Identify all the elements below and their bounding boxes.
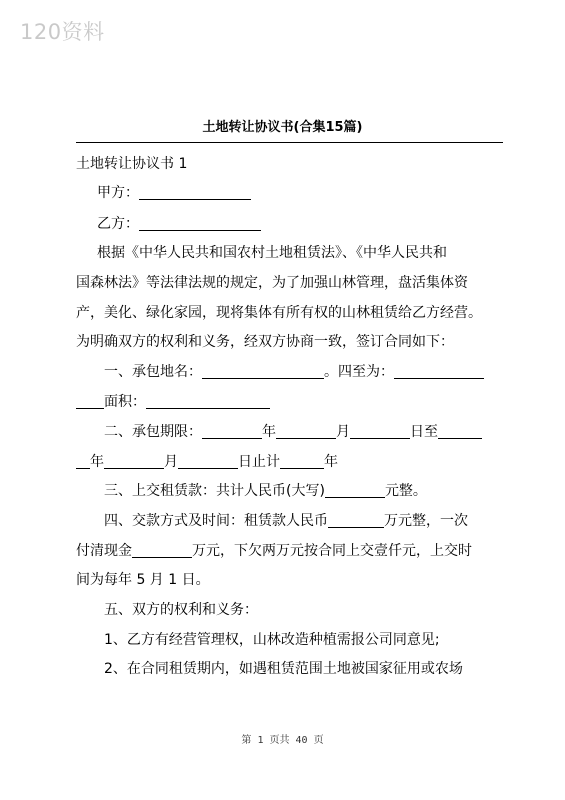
document-title: 土地转让协议书(合集15篇)	[202, 120, 363, 135]
start-year-blank	[202, 424, 262, 439]
paragraph-line: 产，美化、绿化家园，现将集体有所有权的山林租赁给乙方经营。	[76, 305, 482, 321]
month-label: 月	[164, 454, 178, 470]
month-label: 月	[336, 424, 350, 440]
land-name-blank	[202, 364, 324, 379]
clause-4-label: 四、交款方式及时间：租赁款人民币	[104, 513, 328, 529]
paragraph-line: 为明确双方的权利和义务，经双方协商一致，签订合同如下：	[76, 334, 454, 350]
cash-amount-blank	[132, 543, 192, 558]
clause-3-label: 三、上交租赁款：共计人民币(大写)	[104, 483, 325, 499]
clause-1-area-line	[76, 393, 270, 411]
rent-total-unit: 万元整，一次	[384, 513, 468, 529]
area-label: 面积：	[104, 394, 146, 410]
start-day-blank	[350, 424, 410, 439]
party-a-line	[97, 184, 251, 202]
total-years-blank	[280, 454, 324, 469]
cash-terms: 万元，下欠两万元按合同上交壹仟元，上交时	[192, 543, 472, 559]
paragraph-line: 间为每年 5 月 1 日。	[76, 572, 210, 588]
clause-4-line	[104, 512, 468, 530]
party-a-blank	[139, 185, 251, 200]
rent-amount-blank	[325, 483, 385, 498]
page-footer: 第 1 页共 40 页	[241, 735, 324, 746]
section-heading: 土地转让协议书 1	[76, 156, 188, 172]
day-end-label: 日止计	[238, 454, 280, 470]
year-label: 年	[90, 454, 104, 470]
boundaries-blank-cont	[76, 394, 104, 409]
day-to-label: 日至	[410, 424, 438, 440]
end-year-blank	[438, 424, 482, 439]
cash-label: 付清现金	[76, 543, 132, 559]
year-label: 年	[262, 424, 276, 440]
end-year-blank-cont	[76, 454, 90, 469]
clause-3-line	[104, 482, 427, 500]
clause-5-item: 1、乙方有经营管理权，山林改造种植需报公司同意见;	[104, 632, 440, 648]
clause-5-item: 2、在合同租赁期内，如遇租赁范围土地被国家征用或农场	[104, 661, 463, 677]
party-b-label: 乙方：	[97, 216, 139, 232]
boundaries-label: 。四至为：	[324, 364, 394, 380]
clause-4-cont-line	[76, 542, 472, 560]
clause-1-label: 一、承包地名：	[104, 364, 202, 380]
boundaries-blank	[394, 364, 484, 379]
area-blank	[146, 394, 270, 409]
end-day-blank	[178, 454, 238, 469]
year-label: 年	[324, 454, 338, 470]
title-underline	[76, 142, 503, 143]
clause-2-cont-line	[76, 453, 338, 471]
clause-2-line	[104, 423, 482, 441]
paragraph-line: 根据《中华人民共和国农村土地租赁法》、《中华人民共和	[97, 245, 447, 261]
rent-total-blank	[328, 513, 384, 528]
start-month-blank	[276, 424, 336, 439]
party-a-label: 甲方：	[97, 185, 139, 201]
end-month-blank	[104, 454, 164, 469]
paragraph-line: 国森林法》等法律法规的规定，为了加强山林管理，盘活集体资	[76, 275, 468, 291]
clause-5-heading: 五、双方的权利和义务：	[104, 602, 258, 618]
rent-unit-label: 元整。	[384, 483, 427, 499]
clause-2-label: 二、承包期限：	[104, 424, 202, 440]
party-b-blank	[139, 216, 261, 231]
clause-1-line	[104, 363, 484, 381]
watermark: 120资料	[20, 20, 105, 44]
party-b-line	[97, 215, 261, 233]
